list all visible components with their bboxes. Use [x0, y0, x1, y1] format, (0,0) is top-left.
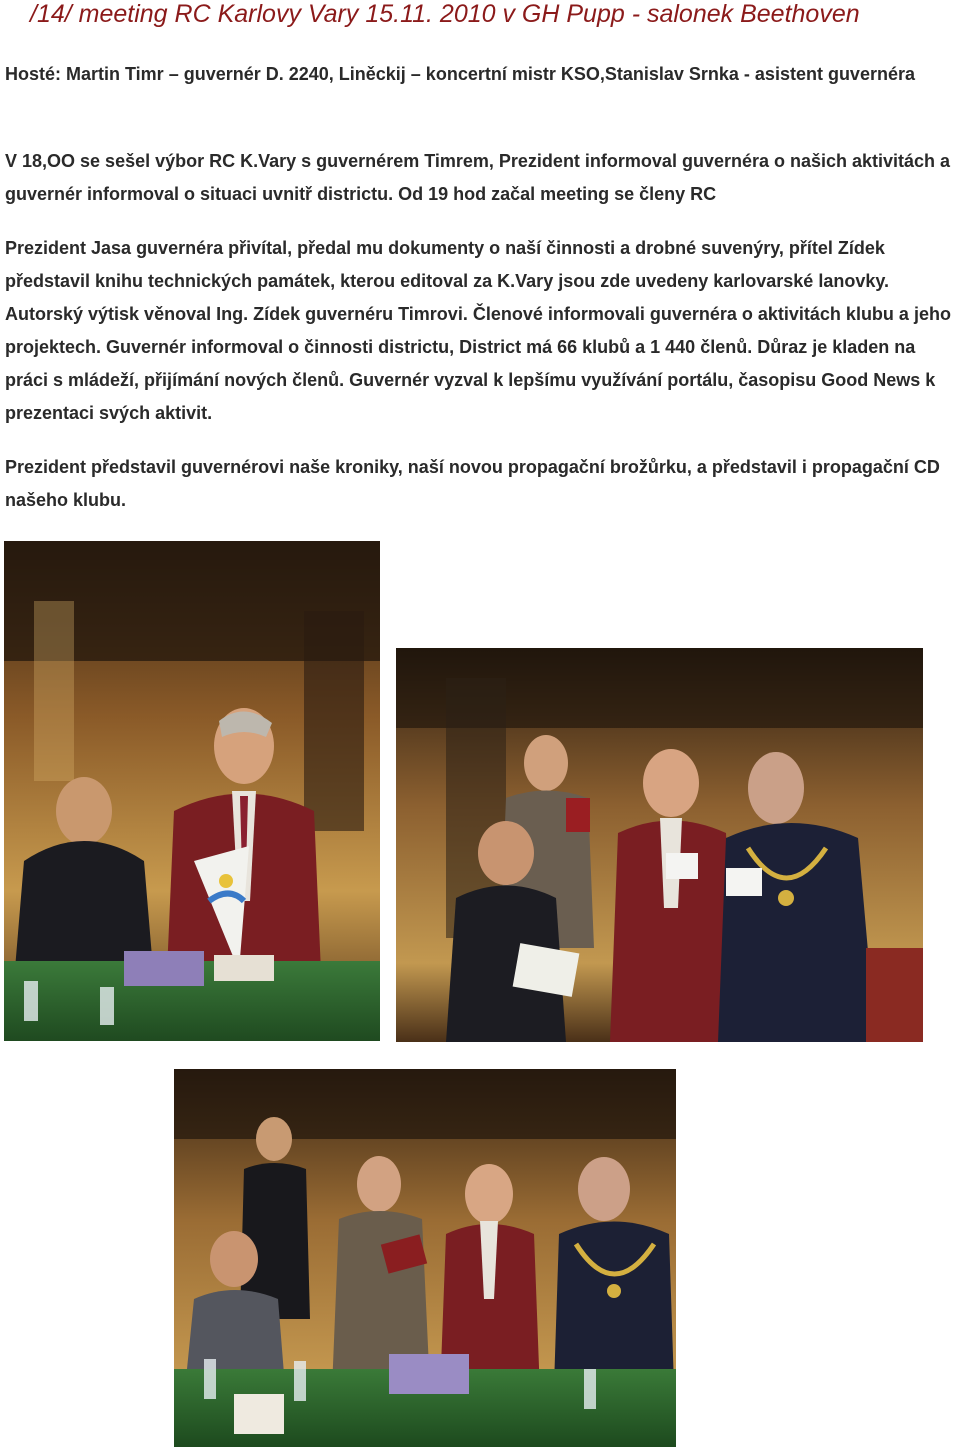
meeting-paragraph: Prezident Jasa guvernéra přivítal, předal mu dokumenty o naší činnosti a drobné suvenýry, přítel Zídek představil knihu technických památek, kterou editoval za K.Vary jsou zde uvedeny karlovarské lanovky. Autorský výtisk věnoval Ing. Zídek guvernéru Timrovi. Členové informovali guvernéra o aktivitách klubu a jeho projektech. Guvernér informoval o činnosti districtu, District má 66 klubů a 1 440 členů. Důraz je kladen na práci s mládeží, přijímání nových členů. Guvernér vyzval k lepšímu využívání portálu, časopisu Good News k prezentaci svých aktivit.	[5, 238, 951, 423]
committee-paragraph: V 18,OO se sešel výbor RC K.Vary s guvernérem Timrem, Prezident informoval guvernéra o našich aktivitách a guvernér informoval o situaci uvnitř districtu. Od 19 hod začal meeting se členy RC	[5, 151, 951, 204]
meeting-photo-gift	[396, 648, 923, 1042]
meeting-photo-book	[174, 1069, 676, 1447]
page-title: /14/ meeting RC Karlovy Vary 15.11. 2010 v GH Pupp - salonek Beethoven	[30, 0, 860, 28]
closing-paragraph: Prezident představil guvernérovi naše kroniky, naší novou propagační brožůrku, a představil i propagační CD našeho klubu.	[5, 457, 940, 510]
guests-paragraph: Hosté: Martin Timr – guvernér D. 2240, Liněckij – koncertní mistr KSO,Stanislav Srnka - asistent guvernéra	[5, 64, 915, 84]
meeting-photo-pennant	[4, 541, 380, 1041]
